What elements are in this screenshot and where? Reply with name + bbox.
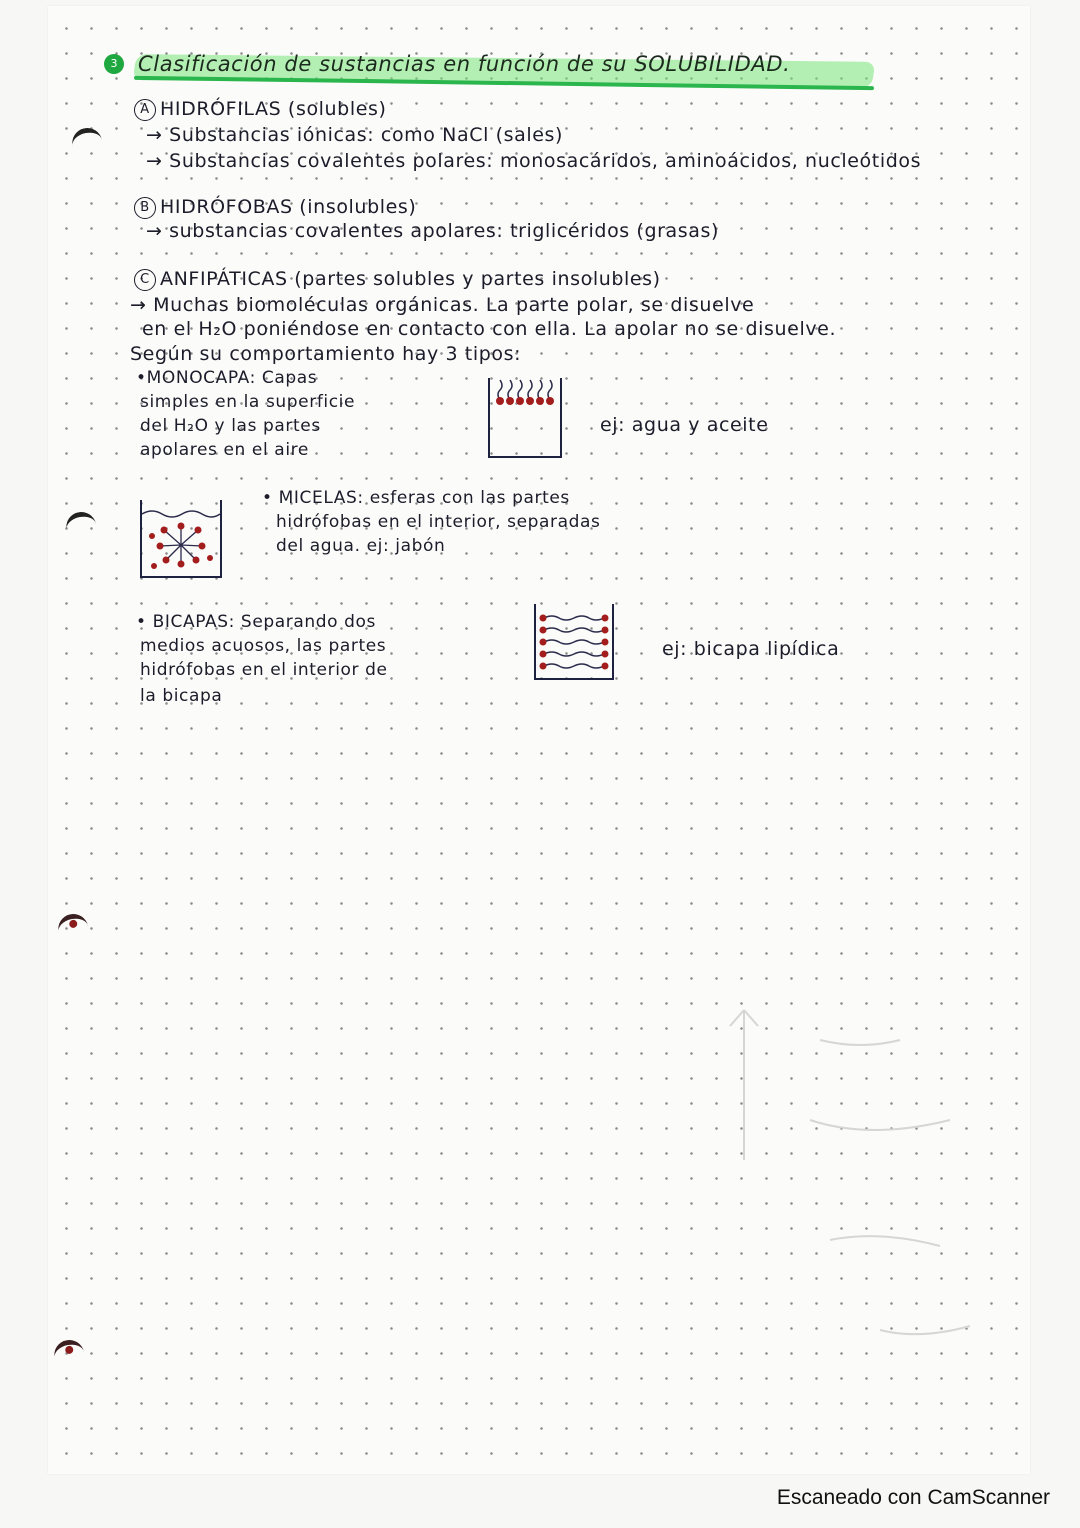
monocapa-diagram [488, 378, 562, 458]
bicapas-line-4: la bicapa [140, 686, 223, 706]
monocapa-line-1: •MONOCAPA: Capas [136, 368, 318, 388]
monocapa-line-2: simples en la superficie [140, 392, 356, 412]
monocapa-example: ej: agua y aceite [600, 414, 769, 436]
section-b-heading: B HIDRÓFOBAS (insolubles) [134, 196, 416, 219]
section-c-line-1: → Muchas biomoléculas orgánicas. La parte polar, se disuelve [130, 294, 755, 316]
monocapa-line-4: apolares en el aire [140, 440, 309, 460]
section-b-letter: B [134, 197, 156, 219]
section-a-line-1: → Substancias iónicas: como NaCl (sales) [146, 124, 564, 146]
bicapas-line-1: • BICAPAS: Separando dos [136, 612, 377, 632]
bicapas-example: ej: bicapa lipídica [662, 638, 840, 660]
micela-diagram [140, 500, 222, 578]
section-a-line-2: → Substancias covalentes polares: monosacáridos, aminoácidos, nucleótidos [146, 150, 922, 172]
section-c-letter: C [134, 269, 156, 291]
section-a-heading: A HIDRÓFILAS (solubles) [134, 98, 387, 121]
section-c-line-2: en el H₂O poniéndose en contacto con ella. La apolar no se disuelve. [142, 318, 837, 340]
page-title: Clasificación de sustancias en función de su SOLUBILIDAD. [138, 52, 791, 76]
section-number: 3 [104, 54, 124, 74]
section-c-heading: C ANFIPÁTICAS (partes solubles y partes insolubles) [134, 268, 661, 291]
title-block [104, 46, 874, 86]
scanner-watermark: Escaneado con CamScanner [776, 1486, 1050, 1509]
section-a-letter: A [134, 99, 156, 121]
monocapa-line-3: del H₂O y las partes [140, 416, 321, 436]
bleed-through-marks [700, 1000, 1020, 1420]
bicapas-line-2: medios acuosos, las partes [140, 636, 387, 656]
section-b-line-1: → substancias covalentes apolares: triglicéridos (grasas) [146, 220, 720, 242]
micelas-line-1: • MICELAS: esferas con las partes [262, 488, 570, 508]
micelas-line-2: hidrófobas en el interior, separadas [276, 512, 601, 532]
micelas-line-3: del agua. ej: jabón [276, 536, 446, 556]
bicapa-diagram [534, 604, 614, 680]
bicapas-line-3: hidrófobas en el interior de [140, 660, 388, 680]
section-c-line-3: Según su comportamiento hay 3 tipos: [130, 343, 522, 365]
